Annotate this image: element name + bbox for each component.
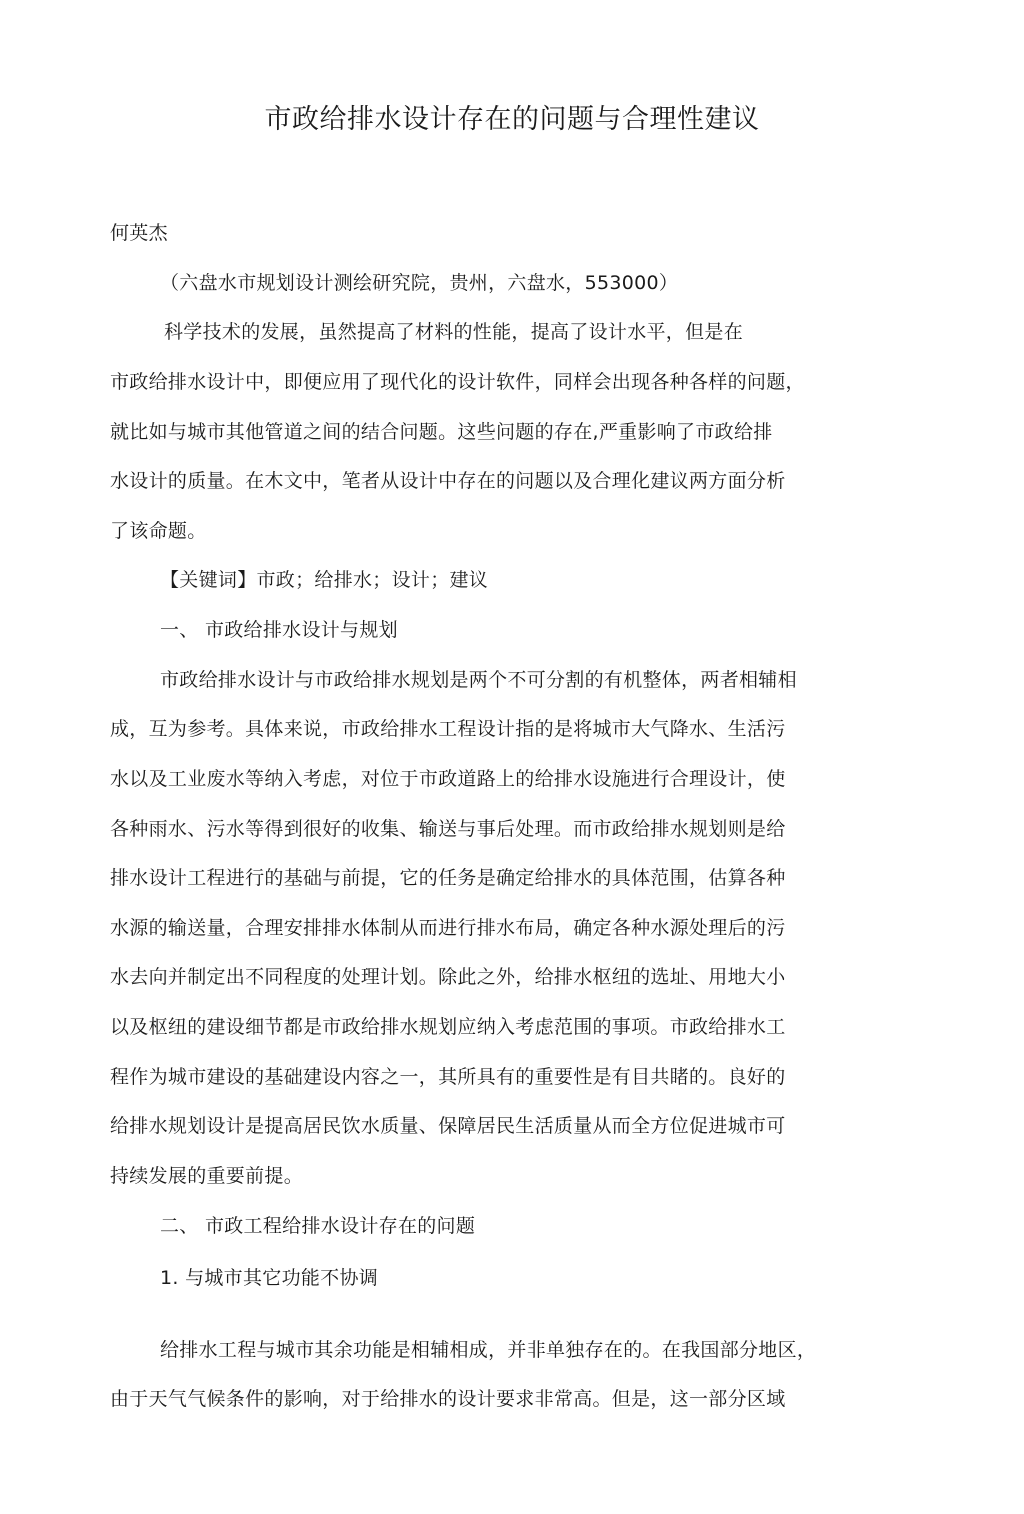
abstract-line: 科学技术的发展，虽然提高了材料的性能，提高了设计水平，但是在 [164,321,744,343]
paragraph-line: 程作为城市建设的基础建设内容之一，其所具有的重要性是有目共睹的。良好的 [110,1066,786,1088]
subsection-heading: 1. 与城市其它功能不协调 [160,1267,379,1289]
abstract-line: 就比如与城市其他管道之间的结合问题。这些问题的存在,严重影响了市政给排 [110,421,773,443]
section-heading: 一、 市政给排水设计与规划 [160,619,398,641]
paragraph-line: 持续发展的重要前提。 [110,1165,304,1187]
paragraph-line: 给排水工程与城市其余功能是相辅相成，并非单独存在的。在我国部分地区， [160,1339,817,1361]
abstract-line: 水设计的质量。在木文中，笔者从设计中存在的问题以及合理化建议两方面分析 [110,470,786,492]
paragraph-line: 水源的输送量，合理安排排水体制从而进行排水布局，确定各种水源处理后的污 [110,917,786,939]
paragraph-line: 排水设计工程进行的基础与前提，它的任务是确定给排水的具体范围，估算各种 [110,867,786,889]
paragraph-line: 市政给排水设计与市政给排水规划是两个不可分割的有机整体，两者相辅相 [160,669,797,691]
section-heading: 二、 市政工程给排水设计存在的问题 [160,1215,476,1237]
keywords: 【关键词】市政；给排水；设计；建议 [160,569,489,591]
paragraph-line: 以及枢纽的建设细节都是市政给排水规划应纳入考虑范围的事项。市政给排水工 [110,1016,786,1038]
paragraph-line: 由于天气气候条件的影响，对于给排水的设计要求非常高。但是，这一部分区域 [110,1388,786,1410]
author-name: 何英杰 [110,222,168,244]
paragraph-line: 给排水规划设计是提高居民饮水质量、保障居民生活质量从而全方位促进城市可 [110,1115,786,1137]
paragraph-line: 成，互为参考。具体来说，市政给排水工程设计指的是将城市大气降水、生活污 [110,718,786,740]
paragraph-line: 各种雨水、污水等得到很好的收集、输送与事后处理。而市政给排水规划则是给 [110,818,786,840]
page-title: 市政给排水设计存在的问题与合理性建议 [264,104,760,135]
abstract-line: 了该命题。 [110,520,207,542]
paragraph-line: 水去向并制定出不同程度的处理计划。除此之外，给排水枢纽的选址、用地大小 [110,966,786,988]
affiliation: （六盘水市规划设计测绘研究院，贵州，六盘水，553000） [160,272,679,294]
paragraph-line: 水以及工业废水等纳入考虑，对位于市政道路上的给排水设施进行合理设计，使 [110,768,786,790]
abstract-line: 市政给排水设计中，即便应用了现代化的设计软件，同样会出现各种各样的问题， [110,371,805,393]
